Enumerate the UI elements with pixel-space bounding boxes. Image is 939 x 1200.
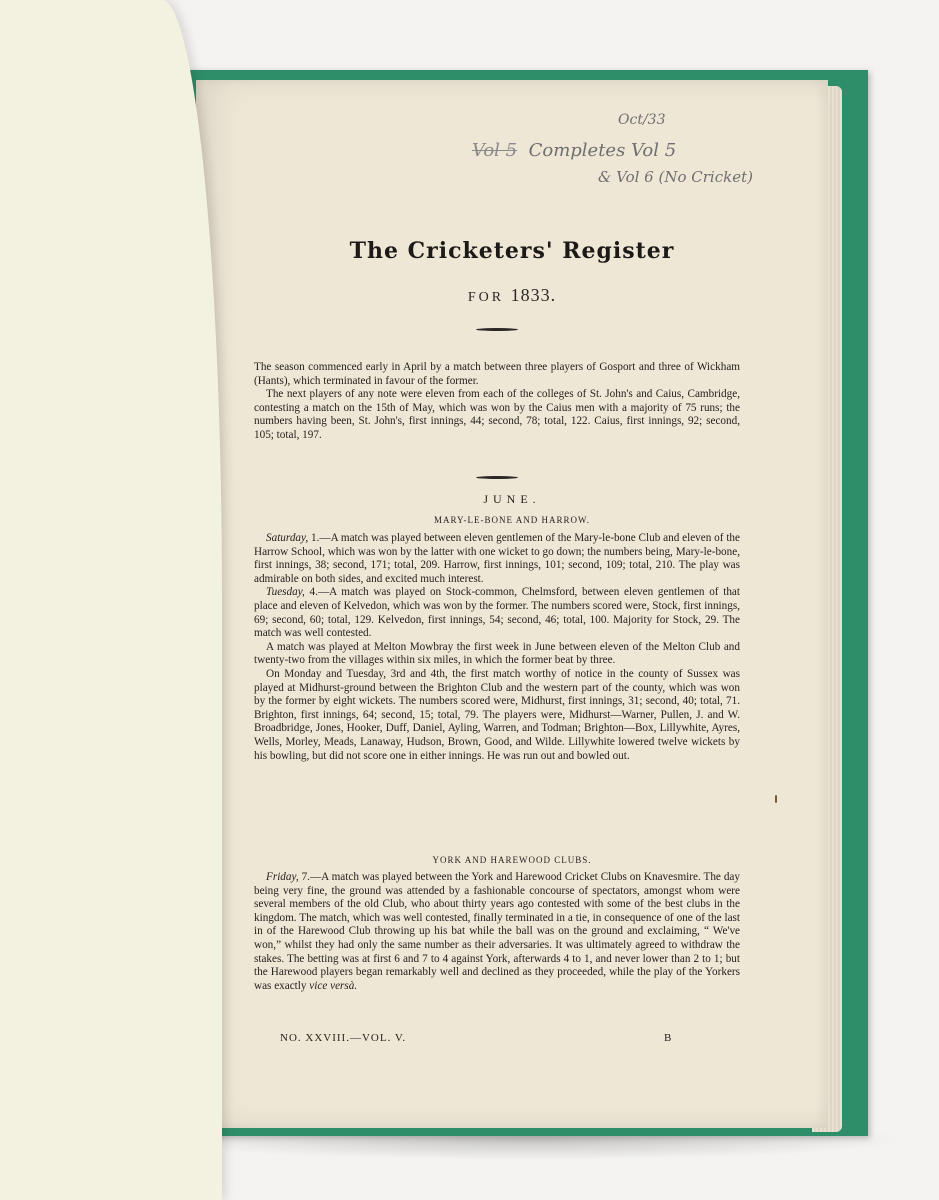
page-speck xyxy=(775,795,777,803)
section-body xyxy=(254,871,740,993)
pencil-completes-text: Completes Vol 5 xyxy=(528,140,677,161)
paragraph-text: On Monday and Tuesday, 3rd and 4th, the first match worthy of notice in the county of Sussex was played at Midhurst-ground between the Brighton Club and the western part of the county, which was won by the former by eight wickets. The numbers scored were, Midhurst, first innings, 31; second, 40; total, 71. Brighton, first innings, 64; second, 15; total, 79. The players were, Midhurst—Warner, Pullen, J. and W. Broadbridge, Jones, Hooker, Duff, Daniel, Ayling, Warren, and Todman; Brighton—Box, Lillywhite, Ayres, Wells, Morley, Meads, Lanaway, Hudson, Brown, Good, and Wilde. Lillywhite lowered twelve wickets by his bowling, but did not score one in either innings. He was run out and bowled out. xyxy=(254,667,740,762)
subtitle-for: FOR xyxy=(467,290,505,305)
section-body xyxy=(254,532,740,763)
signature-mark: NO. XXVIII.—VOL. V. xyxy=(280,1032,407,1044)
pencil-struck-text: Vol 5 xyxy=(472,140,518,161)
section-heading: MARY-LE-BONE AND HARROW. xyxy=(434,515,590,525)
pencil-note-vol6: & Vol 6 (No Cricket) xyxy=(598,168,753,186)
gathering-letter: B xyxy=(664,1032,673,1044)
subtitle-year: 1833. xyxy=(510,285,557,305)
body-paragraph xyxy=(254,641,740,668)
intro-paragraph: The season commenced early in April by a match between three players of Gosport and three of Wickham (Hants), which terminated in favour of the former. xyxy=(254,361,740,387)
paragraph-text: 1.—A match was played between eleven gentlemen of the Mary-le-bone Club and eleven of the Harrow School, which was won by the latter with one wicket to go down; the numbers being, Mary-le-bone, first innings, 38; second, 171; total, 209. Harrow, first innings, 101; second, 109; total, 210. The play was admirable on both sides, and excited much interest. xyxy=(254,532,740,585)
ornamental-rule xyxy=(476,328,518,331)
intro-text xyxy=(254,361,740,443)
paragraph-text: 4.—A match was played on Stock-common, Chelmsford, between eleven gentlemen of that place and eleven of Kelvedon, which was won by the former. The numbers scored were, Stock, first innings, 69; second, 60; total, 129. Kelvedon, first innings, 54; second, 46; total, 100. Majority for Stock, 29. The match was well contested. xyxy=(254,586,740,640)
page-title: The Cricketers' Register xyxy=(349,238,675,264)
section-heading: YORK AND HAREWOOD CLUBS. xyxy=(432,855,592,865)
month-heading: JUNE. xyxy=(483,492,541,506)
paragraph-tail: vice versà. xyxy=(309,979,358,992)
ornamental-rule xyxy=(476,476,518,479)
body-paragraph xyxy=(254,668,740,763)
paragraph-text: A match was played at Melton Mowbray the first week in June between eleven of the Melton Club and twenty-two from the villages within six miles, in which the former beat by three. xyxy=(254,640,740,667)
blank-flyleaf xyxy=(0,0,222,1200)
body-paragraph xyxy=(254,871,740,993)
page-subtitle xyxy=(196,285,828,306)
paragraph-lead: Friday, xyxy=(266,871,299,883)
body-paragraph xyxy=(254,586,740,640)
paragraph-text: 7.—A match was played between the York and Harewood Cricket Clubs on Knavesmire. The day being very fine, the ground was attended by a fashionable concourse of spectators, amongst whom were several members of the old Club, who about thirty years ago contested with some of the best clubs in the kingdom. The match, which was well contested, finally terminated in a tie, in consequence of one of the last in of the Harewood Club throwing up his bat while the ball was on the ground and exclaiming, “ We've won,” whilst they had only the same number as their adversaries. It was ultimately agreed to withdraw the stakes. The betting was at first 6 and 7 to 4 against York, afterwards 4 to 1, and never lower than 2 to 1; but the Harewood players began remarkably well and declined as they proceeded, while the play of the Yorkers was exactly xyxy=(254,871,740,992)
paragraph-lead: Tuesday, xyxy=(266,586,305,599)
pencil-note-completes xyxy=(472,140,676,161)
intro-paragraph: The next players of any note were eleven from each of the colleges of St. John's and Caius, Cambridge, contesting a match on the 15th of May, which was won by the Caius men with a majority of 75 runs; the numbers having been, St. John's, first innings, 44; second, 78; total, 122. Caius, first innings, 92; second, 105; total, 197. xyxy=(254,388,740,441)
body-paragraph xyxy=(254,532,740,586)
pencil-note-date: Oct/33 xyxy=(618,112,666,128)
paragraph-lead: Saturday, xyxy=(266,532,309,544)
